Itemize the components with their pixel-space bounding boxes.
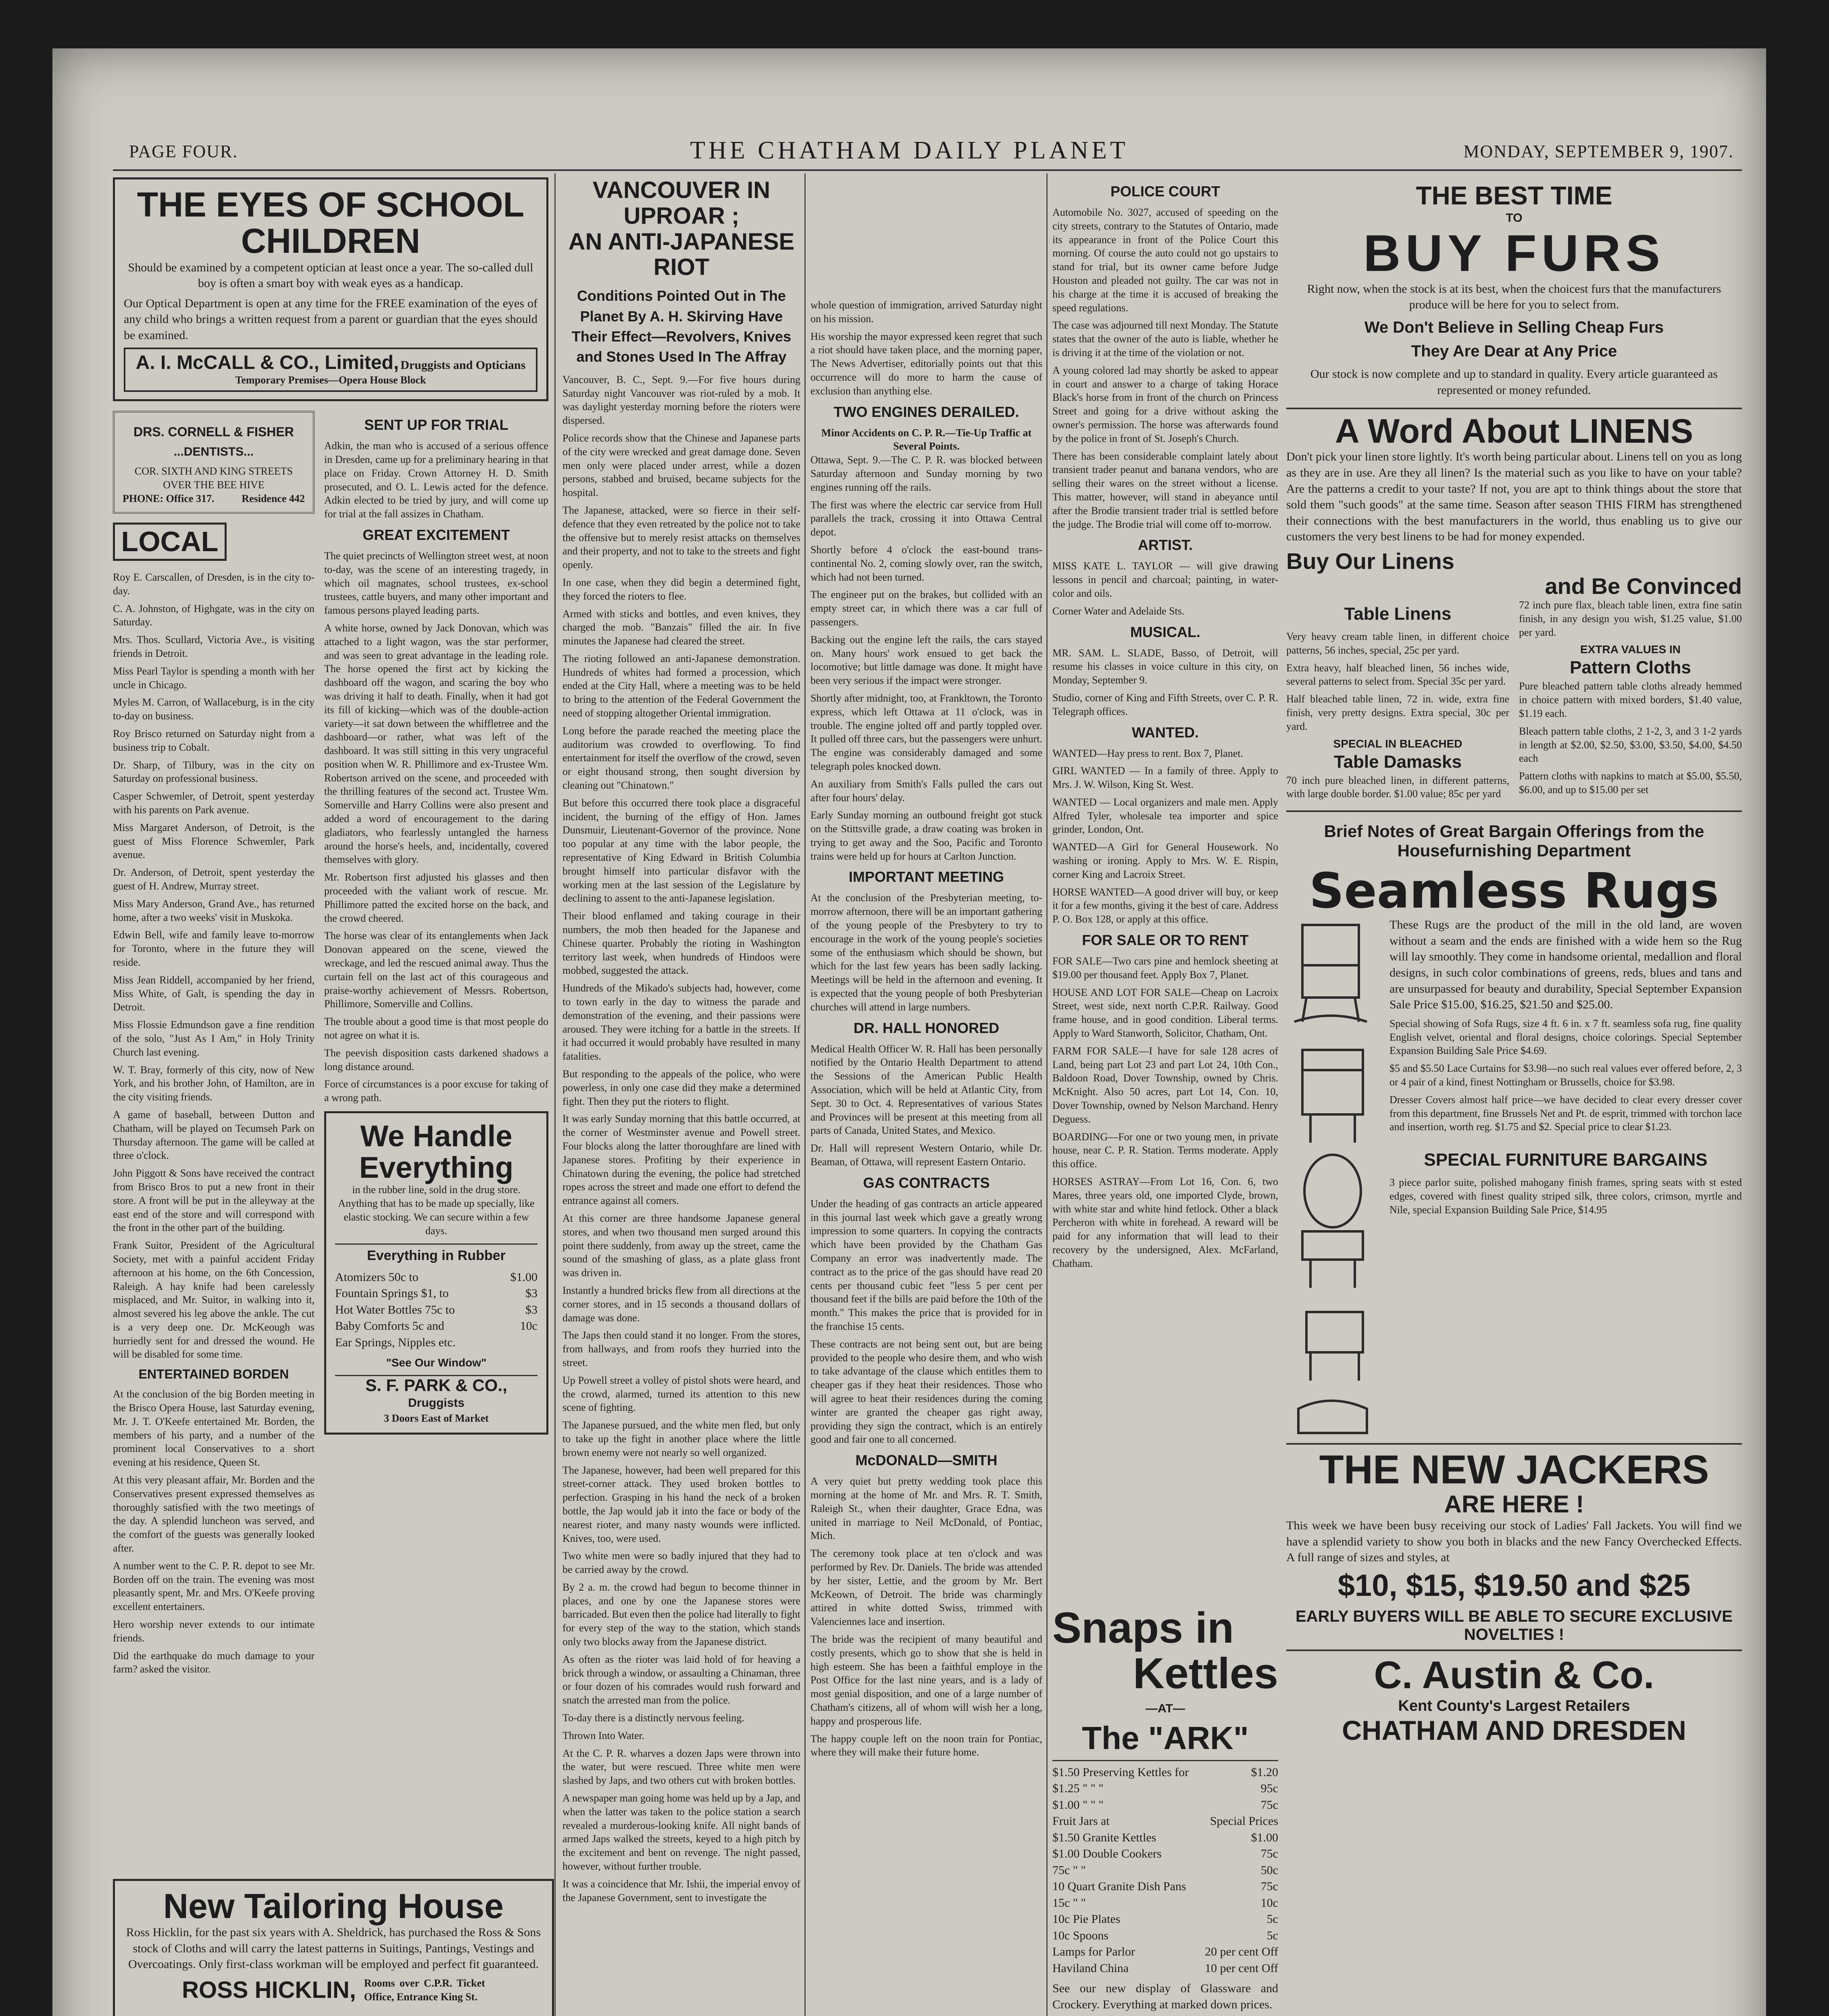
tailoring-body: Ross Hicklin, for the past six years with A. Sheldrick, has purchased the Ross & Sons stock of Cloths and will carry the latest patterns in Suitings, Pantings, Vestings and Overcoatings. Only first-class workman will be employed and perfect fit guaranteed. (126, 1926, 541, 1971)
local-item: Miss Pearl Taylor is spending a month with her uncle in Chicago. (113, 665, 315, 691)
rubber-price-row-item: Atomizers 50c to (335, 1270, 419, 1284)
police-article (1052, 206, 1278, 531)
vancouver-paragraph: Instantly a hundred bricks flew from all directions at the corner stores, and in 15 seconds a thousand dollars of damage was done. (562, 1284, 800, 1324)
gas-heading: GAS CONTRACTS (863, 1174, 990, 1191)
vancouver-paragraph: At this corner are three handsome Japanese general stores, and when two thousand men surged around this point there suddenly, from away up the street, came the sound of the smashing of glass, as a plate glass front was driven in. (562, 1212, 800, 1279)
page-number: PAGE FOUR. (129, 142, 238, 161)
dentists-residence: Residence 442 (242, 492, 305, 504)
eyes-ad (113, 177, 548, 401)
vancouver-deck: Conditions Pointed Out in The Planet By A. H. Skirving Have Their Effect—Revolvers, Knives and Stones Used In The Affray (571, 287, 792, 365)
kettles-title2: Kettles (1133, 1649, 1278, 1698)
kettle-price-row-item: $1.00 Double Cookers (1052, 1847, 1162, 1861)
hall-article (810, 1042, 1042, 1169)
wanted-ad: WANTED — Local organizers and male men. Apply Alfred Tyler, wholesale tea importer and spice grinder, London, Ont. (1052, 796, 1278, 835)
vancouver-continued (810, 298, 1042, 398)
engines-heading: TWO ENGINES DERAILED. (833, 403, 1019, 420)
meeting-text: At the conclusion of the Presbyterian meeting, to-morrow afternoon, there will be an important gathering of the young people of the Presbytery to try to encourage in the work of the young people's societies some of the enthusiasm which should be shown, but which for the last few years has been sadly lacking. Meetings will be held in the afternoon and evening. It is expected that the young people of both Presbyterian churches will attend in large numbers. (810, 892, 1042, 1013)
vancouver-paragraph: But responding to the appeals of the police, who were powerless, in only one case did they make a determined fight. Then they put the rioters to flight. (562, 1068, 800, 1107)
column-retail (1286, 181, 1742, 2016)
vancouver-paragraph: Hundreds of the Mikado's subjects had, however, come to town early in the day to witness the parade and demonstration of the evening, and their passions were aroused. They were itching for a battle in the streets. If it had occurred it would probably have resulted in many fatalities. (562, 982, 800, 1062)
kettle-price-row-item: 10 Quart Granite Dish Pans (1052, 1880, 1186, 1893)
sale-ad: HORSES ASTRAY—From Lot 16, Con. 6, two Mares, three years old, one imported Clyde, brown, with white star and white hind fetlock. Other a black Percheron with white in forehead. A reward will be paid for any information that will lead to their recovery by the undersigned, Alex. McFarland, Chatham. (1052, 1176, 1278, 1269)
kettle-price-row-price: 5c (1267, 1912, 1278, 1926)
wanted-ad: HORSE WANTED—A good driver will buy, or keep it for a few months, giving it the best of care. Address P. O. Box 128, or apply at this office. (1052, 886, 1278, 925)
wanted-ad: WANTED—A Girl for General Housework. No washing or ironing. Apply to Mrs. W. E. Rispin, corner King and Lacroix Street. (1052, 841, 1278, 880)
local-item: W. T. Bray, formerly of this city, now of New York, and his brother John, of Hamilton, are in the city visiting friends. (113, 1064, 315, 1103)
mccall-firm: A. I. McCALL & CO., Limited, (135, 352, 399, 373)
sale-ads (1052, 954, 1278, 1270)
handle-sub: Everything in Rubber (335, 1243, 537, 1264)
gas-article (810, 1197, 1042, 1446)
borden-paragraph: Did the earthquake do much damage to your farm? asked the visitor. (113, 1649, 315, 1675)
rugs-body: These Rugs are the product of the mill in the old land, are woven without a seam and the ends are finished with a wide hem so the Rug will lay smoothly. They come in handsome oriental, medallion and floral designs, in such color combinations of greens, reds, blues and tans and are unsurpassed for beauty and durability, Special September Expansion Sale Price $15.00, $16.25, $21.50 and $25.00. (1389, 918, 1742, 1012)
vancouver-paragraph: Thrown Into Water. (562, 1729, 645, 1741)
austin-tag: Kent County's Largest Retailers (1398, 1697, 1630, 1714)
handle-title2: Everything (359, 1150, 514, 1184)
police-paragraph: Automobile No. 3027, accused of speeding on the city streets, contrary to the Statutes of Ontario, made its appearance in front of the Police Court this morning. Of course the auto could not go upstairs to stand for trial, but its owner came before Judge Houston and pleaded not guilty. The car was not in his charge at the time it is accused of breaking the speed regulations. (1052, 206, 1278, 314)
excitement-paragraph: The peevish disposition casts darkened shadows a long distance around. (324, 1047, 548, 1073)
musical-location: Studio, corner of King and Fifth Streets, over C. P. R. Telegraph offices. (1052, 691, 1278, 717)
kettle-price-row (1052, 1944, 1278, 1960)
sale-heading: FOR SALE OR TO RENT (1082, 932, 1249, 949)
excitement-paragraph: The quiet precincts of Wellington street west, at noon to-day, was the scene of an interesting tragedy, in which oil magnates, school trustees, ex-school trustees, cattle buyers, and many other important and famous persons played leading parts. (324, 550, 548, 616)
rubber-price-row (335, 1269, 537, 1286)
engines-paragraph: Shortly before 4 o'clock the east-bound trans-continental No. 2, coming slowly over, ran the switch, which had not been turned. (810, 544, 1042, 583)
flax-text: 72 inch pure flax, bleach table linen, extra fine satin finish, in any design you wish, $1.25 value, $1.00 per yard. (1519, 599, 1742, 638)
linens-buy2: and Be Convinced (1545, 573, 1742, 599)
kettle-price-row-item: $1.50 Granite Kettles (1052, 1831, 1156, 1844)
local-item: C. A. Johnston, of Highgate, was in the city on Saturday. (113, 602, 315, 628)
vancouver-paragraph: It was a coincidence that Mr. Ishii, the imperial envoy of the Japanese Government, sent to investigate the (562, 1878, 800, 1904)
local-item: Myles M. Carron, of Wallaceburg, is in the city to-day on business. (113, 696, 315, 722)
napkins-text: Pattern cloths with napkins to match at $5.00, $5.50, $6.00, and up to $15.00 per set (1519, 770, 1742, 796)
linens-title: A Word About LINENS (1335, 412, 1694, 450)
vancouver-paragraph: But before this occurred there took place a disgraceful incident, the burning of the effigy of Hon. James Dunsmuir, Lieutenant-Governor of the province. None too popular at any time with the labor people, the representative of King Edward in British Columbia brought himself into particular disfavor with the working men at the last session of the Legislature by declining to assent to the anti-Japanese legislation. (562, 797, 800, 904)
kettle-price-row (1052, 1911, 1278, 1928)
table-linens-half: Half bleached table linen, 72 in. wide, extra fine finish, very pretty designs. Extra special, 30c per yard. (1286, 693, 1509, 732)
vancouver-paragraph: The Japs then could stand it no longer. From the stores, from hallways, and from roofs they hurried into the street. (562, 1329, 800, 1368)
vancouver-paragraph: A newspaper man going home was held up by a Jap, and when the latter was taken to the police station a search revealed a murderous-looking knife. All night bands of armed Japs walked the streets, keyed to a high pitch by the excitement and bent on revenge. The night passed, however, without further trouble. (562, 1792, 800, 1872)
chair-illustration-icon (1286, 917, 1383, 1441)
trial-heading: SENT UP FOR TRIAL (364, 417, 508, 433)
wanted-ad: WANTED—Hay press to rent. Box 7, Planet. (1052, 747, 1243, 759)
kettle-price-row (1052, 1879, 1278, 1895)
kettle-price-row-item: $1.00 " " " (1052, 1798, 1104, 1812)
kettle-price-row-price: Special Prices (1210, 1814, 1278, 1828)
rubber-price-row (335, 1318, 537, 1335)
rubber-price-row-price: $3 (525, 1287, 537, 1300)
jackets-early: EARLY BUYERS WILL BE ABLE TO SECURE EXCLUSIVE NOVELTIES ! (1296, 1607, 1733, 1643)
vancouver-headline1: VANCOUVER IN UPROAR ; (592, 177, 771, 229)
kettle-price-row (1052, 1862, 1278, 1879)
wedding-article (810, 1475, 1042, 1759)
vancouver-paragraph: The Japanese, attacked, were so fierce in their self-defence that they even retreated by the police not to take the offensive but to merely resist attacks on themselves and their property, and not to take to the streets and fight openly. (562, 504, 800, 571)
excitement-paragraph: The trouble about a good time is that most people do not agree on what it is. (324, 1016, 548, 1041)
mccall-role: Druggists and Opticians (400, 358, 526, 372)
hall-heading: DR. HALL HONORED (853, 1019, 1000, 1036)
wedding-paragraph: The ceremony took place at ten o'clock and was performed by Rev. Dr. Daniels. The bride was attended by her sister, Lettie, and the groom by Mr. Bert McKeown, of Detroit. The bride was charmingly attired in white dotted Swiss, trimmed with Valenciennes lace and insertion. (810, 1547, 1042, 1628)
rubber-price-row-price: $3 (525, 1303, 537, 1316)
header-rule (113, 169, 1742, 171)
dentists-role: ...DENTISTS... (173, 445, 254, 459)
kettle-price-row-item: 75c " " (1052, 1863, 1086, 1877)
engines-paragraph: Backing out the engine left the rails, the cars stayed on. Many hours' work ensued to get back the locomotive; but little damage was done. It might have been very serious if the impact were stronger. (810, 633, 1042, 687)
jackets-ad (1286, 1443, 1742, 1644)
vancouver-paragraph: To-day there is a distinctly nervous feeling. (562, 1712, 744, 1724)
rubber-price-row-item: Fountain Springs $1, to (335, 1287, 449, 1300)
table-linens-extra: Extra heavy, half bleached linen, 56 inches wide, several patterns to select from. Special 35c per yard. (1286, 662, 1509, 687)
vancouver-paragraph: The Japanese pursued, and the white men fled, but only to take up the fight in another place where the little brown enemy were not nearly so well organized. (562, 1419, 800, 1458)
wedding-paragraph: The happy couple left on the noon train for Pontiac, where they will make their future home. (810, 1733, 1042, 1758)
kettle-price-row-item: $1.25 " " " (1052, 1782, 1104, 1795)
sale-ad: FOR SALE—Two cars pine and hemlock sheeting at $19.00 per thousand feet. Apply Box 7, Planet. (1052, 955, 1278, 981)
excitement-paragraph: Force of circumstances is a poor excuse for taking of a wrong path. (324, 1078, 548, 1104)
borden-paragraph: A number went to the C. P. R. depot to see Mr. Borden off on the train. The evening was most pleasantly spent, Mr. and Mrs. O'Keefe proving excellent entertainers. (113, 1560, 315, 1613)
linens-buy1: Buy Our Linens (1286, 548, 1454, 574)
jackets-here: ARE HERE ! (1444, 1491, 1584, 1518)
dentists-address: COR. SIXTH AND KING STREETS OVER THE BEE HIVE (134, 465, 293, 491)
local-items (113, 571, 315, 1361)
local-item: Miss Flossie Edmundson gave a fine rendition of the solo, "Just As I Am," in Holy Trinity Church last evening. (113, 1019, 315, 1058)
kettle-price-row-price: $1.00 (1251, 1831, 1278, 1844)
kettles-at: —AT— (1146, 1702, 1185, 1715)
tailoring-ad (113, 1879, 554, 2016)
handle-body: in the rubber line, sold in the drug store. Anything that has to be made up specially, like elastic stocking. We can secure within a few days. (338, 1184, 535, 1237)
vancouver-paragraph: As often as the rioter was laid hold of for heaving a brick through a window, or assaulting a Chinaman, three or four dozen of his comrades would rush forward and snatch the arrested man from the police. (562, 1653, 800, 1706)
jackets-title: THE NEW JACKERS (1319, 1447, 1709, 1493)
eyes-ad-title: THE EYES OF SCHOOL CHILDREN (137, 185, 525, 261)
vancouver-paragraph: The rioting followed an anti-Japanese demonstration. Hundreds of whites had formed a procession, which ended at the City Hall, where a meeting was to be held to bring to the attention of the Federal Government the need of stopping altogether Oriental immigration. (562, 652, 800, 719)
rugs-brief: Brief Notes of Great Bargain Offerings from the Housefurnishing Department (1324, 822, 1704, 860)
local-item: Frank Suitor, President of the Agricultural Society, met with a painful accident Friday afternoon at his home, on the 6th Concession, Raleigh. A hay knife had been carelessly misplaced, and Mr. Suitor, in walking into it, almost severed his leg above the ankle. The cut is a very deep one. Dr. McKeough was hurriedly sent for and dressed the wound. He will be disabled for some time. (113, 1239, 315, 1360)
borden-paragraph: At this very pleasant affair, Mr. Borden and the Conservatives present expressed themselves as thoroughly satisfied with the two meetings of the day. A splendid luncheon was served, and the comfort of the guests was generally looked after. (113, 1474, 315, 1554)
rubber-price-row-item: Ear Springs, Nipples etc. (335, 1335, 456, 1349)
rubber-price-row (335, 1302, 537, 1318)
kettle-price-row (1052, 1830, 1278, 1846)
local-item: Miss Jean Riddell, accompanied by her friend, Miss White, of Galt, is spending the day in Detroit. (113, 974, 315, 1013)
linens-ad (1286, 409, 1742, 812)
rubber-price-row (335, 1335, 537, 1351)
kettles-title1: Snaps in (1052, 1605, 1234, 1652)
local-item: Miss Mary Anderson, Grand Ave., has returned home, after a two weeks' visit in Muskoka. (113, 898, 315, 923)
wanted-heading: WANTED. (1132, 724, 1199, 741)
furniture-title: SPECIAL FURNITURE BARGAINS (1424, 1150, 1708, 1170)
musical-text: MR. SAM. L. SLADE, Basso, of Detroit, will resume his classes in voice culture in this city, on Monday, September 9. (1052, 647, 1278, 686)
kettle-price-row-item: 15c " " (1052, 1896, 1086, 1910)
col1b (324, 411, 548, 1680)
kettle-price-row (1052, 1846, 1278, 1862)
borden-paragraph: At the conclusion of the big Borden meeting in the Brisco Opera House, last Saturday evening, Mr. J. T. O'Keefe entertained Mr. Borden, the members of his party, and a number of the prominent local Conservatives to a short evening at his residence, Queen St. (113, 1388, 315, 1468)
engines-paragraph: Early Sunday morning an outbound freight got stuck on the Stittsville grade, a draw coating was broken in trying to get away and the Soo, Pacific and Toronto trains were held up for hours at Carlton Junction. (810, 809, 1042, 862)
vancouver-paragraph: The Japanese, however, had been well prepared for this street-corner attack. They used broken bottles to perfection. Grasping in his hand the neck of a broken bottle, the Jap would jab it into the face or body of the nearest rioter, and many nasty wounds were inflicted. Knives, too, were used. (562, 1464, 800, 1544)
sale-ad: HOUSE AND LOT FOR SALE—Cheap on Lacroix Street, west side, next north C.P.R. Railway. Good frame house, and in good condition. Liberal terms. Apply to Ward Stanworth, Solicitor, Chatham, Ont. (1052, 986, 1278, 1039)
engines-deck: Minor Accidents on C. P. R.—Tie-Up Traffic at Several Points. (821, 427, 1032, 452)
vancouver-paragraph: whole question of immigration, arrived Saturday night on his mission. (810, 299, 1042, 325)
artist-heading: ARTIST. (1137, 537, 1193, 554)
borden-paragraph: Hero worship never extends to our intimate friends. (113, 1618, 315, 1644)
column-rule (1046, 173, 1048, 2016)
kettle-price-row-item: Lamps for Parlor (1052, 1945, 1135, 1959)
damasks-text: 70 inch pure bleached linen, in different patterns, with large double border. $1.00 value; 85c per yard (1286, 774, 1509, 800)
rubber-price-row-price: $1.00 (510, 1270, 537, 1284)
artist-text: MISS KATE L. TAYLOR — will give drawing lessons in pencil and charcoal; painting, in water-color and oils. (1052, 560, 1278, 599)
hicklin-name: ROSS HICKLIN, (182, 1976, 356, 2003)
local-item: Dr. Anderson, of Detroit, spent yesterday the guest of H. Andrew, Murray street. (113, 866, 315, 892)
artist-location: Corner Water and Adelaide Sts. (1052, 605, 1185, 617)
handle-price-list (335, 1269, 537, 1351)
furs-ad (1286, 181, 1742, 409)
kettle-price-row-price: 75c (1260, 1847, 1278, 1861)
rubber-price-row-item: Baby Comforts 5c and (335, 1319, 444, 1333)
dentists-name: DRS. CORNELL & FISHER (133, 425, 294, 439)
wedding-heading: McDONALD—SMITH (855, 1452, 998, 1469)
rugs-title: Seamless Rugs (1309, 863, 1719, 920)
kettle-price-row-price: 50c (1260, 1863, 1278, 1877)
hall-paragraph: Medical Health Officer W. R. Hall has been personally notified by the Ontario Health Department to attend the Sessions of the American Public Health Association, which will be held at Atlantic City, from Sept. 30 to Oct. 4. Representatives of various States and Provinces will be present at this meeting from all parts of Canada, United States, and Mexico. (810, 1043, 1042, 1137)
trial-text: Adkin, the man who is accused of a serious offence in Dresden, came up for a preliminary hearing in that place on Friday. Crown Attorney H. D. Smith prosecuted, and O. L. Lewis acted for the defence. Adkin elected to be tried by jury, and will come up for trial at the fall assizes in Chatham. (324, 440, 548, 520)
pattern-title: Pattern Cloths (1570, 658, 1691, 678)
vancouver-paragraph: It was early Sunday morning that this battle occurred, at the corner of Westminster avenue and Powell street. Four blocks along the latter thoroughfare are lined with Japanese stores. Profiting by their experience in Chinatown during the evening, the police had stretched ropes across the street and made one effort to defend the entrance against all comers. (562, 1113, 800, 1207)
vancouver-paragraph: Two white men were so badly injured that they had to be carried away by the crowd. (562, 1550, 800, 1576)
linens-body: Don't pick your linen store lightly. It's worth being particular about. Linens tell on you as long as they are in use. Are they all linen? Is the material such as you like to have on your table? Are the patterns a credit to your taste? If not, you are apt to think things about the store that sold them "such goods" at the same time. Season after season THIS FIRM has strengthened their connections with the best manufacturers in the world, thus enabling us to give our customers the very best linens to be had for money expended. (1286, 450, 1742, 544)
excitement-article (324, 549, 548, 1105)
furniture-body: 3 piece parlor suite, polished mahogany finish frames, spring seats with st ested edges, covered with finest quality striped silk, three colors, crimson, myrtle and Nile, special Expansion Building Sale Price, $14.95 (1389, 1177, 1742, 1216)
hicklin-location: Rooms over C.P.R. Ticket Office, Entrance King St. (364, 1977, 485, 2003)
kettles-ark: The "ARK" (1082, 1720, 1249, 1756)
newspaper-page (52, 48, 1766, 2016)
engines-paragraph: The first was where the electric car service from Hull parallels the track, crossing it into Ottawa Central depot. (810, 499, 1042, 538)
kettle-price-row-item: 10c Spoons (1052, 1929, 1109, 1942)
kettle-price-row-price: $1.20 (1251, 1765, 1278, 1779)
kettle-price-row-price: 95c (1260, 1782, 1278, 1795)
rubber-price-row-item: Hot Water Bottles 75c to (335, 1303, 455, 1316)
wanted-ad: GIRL WANTED — In a family of three. Apply to Mrs. J. W. Wilson, King St. West. (1052, 765, 1278, 791)
kettle-price-row-price: 20 per cent Off (1205, 1945, 1278, 1959)
tailoring-title: New Tailoring House (163, 1887, 504, 1926)
gas-paragraph: Under the heading of gas contracts an article appeared in this journal last week which gave a greatly wrong impression to some quarters. In copying the contracts which have been provided by the Chatham Gas Company an error was inadvertently made. The contract as to the price of the gas should have read 20 cents per thousand cubic feet "less 5 per cent per thousand feet if the bills are paid before the 10th of the month." This makes the price that is provided for in the franchise 15 cents. (810, 1198, 1042, 1332)
furniture-illustrations (1286, 917, 1383, 1443)
park-role: Druggists (408, 1396, 465, 1410)
local-item: Roy Brisco returned on Saturday night from a business trip to Cobalt. (113, 728, 315, 753)
handle-title1: We Handle (360, 1119, 512, 1153)
mccall-premises: Temporary Premises—Opera House Block (235, 374, 426, 386)
local-item: John Piggott & Sons have received the contract from Brisco Bros to put a new front in their store. A front will be put in the alleyway at the east end of the store and will correspond with the front in the other part of the building. (113, 1167, 315, 1234)
sale-ad: BOARDING—For one or two young men, in private house, near C. P. R. Station. Terms moderate. Apply this office. (1052, 1131, 1278, 1170)
wedding-paragraph: A very quiet but pretty wedding took place this morning at the home of Mr. and Mrs. R. T. Smith, Raleigh St., when their daughter, Grace Edna, was united in marriage to Neil McDonald, of Pontiac, Mich. (810, 1475, 1042, 1542)
local-item: A game of baseball, between Dutton and Chatham, will be played on Tecumseh Park on Thursday afternoon. The game will be called at three o'clock. (113, 1108, 315, 1162)
park-firm: S. F. PARK & CO., (335, 1375, 537, 1395)
local-heading-box (113, 523, 227, 561)
engines-paragraph: An auxiliary from Smith's Falls pulled the cars out after four hours' delay. (810, 778, 1042, 804)
column-left (113, 177, 548, 2016)
local-item: Roy E. Carscallen, of Dresden, is in the city to-day. (113, 571, 315, 597)
engines-article (810, 453, 1042, 863)
jackets-prices: $10, $15, $19.50 and $25 (1337, 1568, 1691, 1603)
vancouver-paragraph: Vancouver, B. C., Sept. 9.—For five hours during Saturday night Vancouver was riot-ruled by a mob. It was daylight yesterday morning before the rioters were dispersed. (562, 373, 800, 427)
local-item: Mrs. Thos. Scullard, Victoria Ave., is visiting friends in Detroit. (113, 634, 315, 660)
kettle-price-row (1052, 1764, 1278, 1781)
vancouver-article (562, 373, 800, 1905)
furs-body: Right now, when the stock is at its best, when the choicest furs that the manufacturers produce will be here for you to select from. (1307, 282, 1721, 312)
vancouver-paragraph: His worship the mayor expressed keen regret that such a riot should have taken place, and the morning paper, The News Advertiser, editorially points out that this occurrence will do more to harm the cause of exclusion than anything else. (810, 330, 1042, 397)
dentists-ad (113, 411, 315, 513)
eyes-ad-body2: Our Optical Department is open at any time for the FREE examination of the eyes of any child who brings a written request from a parent or guardian that the eyes should be examined. (124, 296, 537, 342)
sofa-rugs: Special showing of Sofa Rugs, size 4 ft. 6 in. x 7 ft. seamless sofa rug, fine quality English velvet, oriental and floral designs, choice colorings. Special September Expansion Building Sale Price $4.69. (1389, 1017, 1742, 1057)
vancouver-paragraph: Armed with sticks and bottles, and even knives, they charged the mob. "Banzais" filled the air. In five minutes the Japanese had cleared the street. (562, 608, 800, 647)
rugs-ad (1286, 812, 1742, 1745)
wanted-ads (1052, 747, 1278, 927)
austin-name: C. Austin & Co. (1374, 1653, 1654, 1697)
vancouver-headline2: AN ANTI-JAPANESE RIOT (568, 228, 795, 281)
kettle-price-row-price: 5c (1267, 1929, 1278, 1942)
table-linens-text: Very heavy cream table linen, in different choice patterns, 56 inches, special, 25c per yard. (1286, 631, 1509, 656)
kettle-price-row-item: Fruit Jars at (1052, 1814, 1110, 1828)
local-heading: LOCAL (121, 525, 219, 557)
kettles-note: See our new display of Glassware and Crockery. Everything at marked down prices. (1052, 1982, 1278, 2011)
excitement-paragraph: The horse was clear of its entanglements when Jack Donovan appeared on the scene, viewed the wreckage, and led the rescued animal away. Thus the curtain fell on the last act of this courageous and praise-worthy achievement of Messrs. Robertson, Phillimore, Somerville and Collins. (324, 930, 548, 1010)
sale-ad: FARM FOR SALE—I have for sale 128 acres of Land, being part Lot 23 and part Lot 24, 10th Con., Baldoon Road, Dover Township, owned by Chris. McKnight. Also 50 acres, part Lot 14, Con. 10, Dover Township, owned by Nelson Marchand. Henry Deguess. (1052, 1045, 1278, 1125)
kettles-ad (1052, 1605, 1278, 2016)
kettle-price-row-price: 10 per cent Off (1205, 1961, 1278, 1975)
police-heading: POLICE COURT (1110, 183, 1220, 200)
extra-values: EXTRA VALUES IN (1580, 643, 1681, 656)
borden-article (113, 1387, 315, 1676)
vancouver-paragraph: By 2 a. m. the crowd had begun to become thinner in places, and one by one the Japanese stores were barricaded. But even then the police had literally to fight for every step of the way to the station, which stands only two blocks away from the Japanese district. (562, 1581, 800, 1648)
kettle-price-row (1052, 1781, 1278, 1797)
column-vancouver (562, 177, 800, 2016)
kettle-price-row (1052, 1813, 1278, 1830)
vancouver-paragraph: Police records show that the Chinese and Japanese parts of the city were wrecked and great damage done. Seven men only were placed under arrest, while a dozen persons, stabbed and bruised, became subjects for the hospital. (562, 432, 800, 499)
column-news (810, 298, 1042, 2016)
police-paragraph: There has been considerable complaint lately about transient trader peanut and banana vendors, who are selling their wares on the street without a license. This matter, however, will stand in abeyance until after the Brodie transient trader trial is settled before the judge. The Brodie trial will come off to-morrow. (1052, 450, 1278, 530)
furs-to: TO (1506, 211, 1523, 225)
kettle-price-row (1052, 1960, 1278, 1977)
wedding-paragraph: The bride was the recipient of many beautiful and costly presents, which go to show that she is held in high esteem. She has been a faithful employe in the Post Office for the last nine years, and is a lady of most genial disposition, and one of a large number of Chatham's citizens, all of whom will wish her a long, happy and prosperous life. (810, 1633, 1042, 1727)
musical-heading: MUSICAL. (1130, 623, 1200, 640)
meeting-heading: IMPORTANT MEETING (848, 868, 1004, 885)
jackets-body: This week we have been busy receiving our stock of Ladies' Fall Jackets. You will find we have a splendid variety to show you both in blacks and the new Fancy Overchecked Effects. A full range of sizes and styles, at (1286, 1519, 1742, 1564)
kettle-price-row (1052, 1928, 1278, 1944)
police-paragraph: The case was adjourned till next Monday. The Statute states that the owner of the auto is liable, whether he is driving it at the time of the violation or not. (1052, 319, 1278, 358)
table-linens-title: Table Linens (1344, 604, 1452, 624)
vancouver-paragraph: Their blood enflamed and taking courage in their numbers, the mob then headed for the Japanese and Chinese quarter. Probably the rioting in Washington territory last week, when hundreds of Hindoos were mobbed, suggested the attack. (562, 910, 800, 977)
eyes-ad-body: Should be examined by a competent optician at least once a year. The so-called dull boy is often a smart boy with weak eyes as a handicap. (128, 260, 533, 290)
excitement-heading: GREAT EXCITEMENT (362, 526, 510, 543)
kettle-price-row-item: Haviland China (1052, 1961, 1129, 1975)
vancouver-paragraph: In one case, when they did begin a determined fight, they forced the rioters to flee. (562, 576, 800, 602)
furs-dear: They Are Dear at Any Price (1411, 342, 1617, 360)
kettle-price-row-item: $1.50 Preserving Kettles for (1052, 1765, 1189, 1779)
kettle-price-row (1052, 1895, 1278, 1912)
excitement-paragraph: Mr. Robertson first adjusted his glasses and then proceeded with the valiant work of rescue. Mr. Phillimore patted the excited horse on the back, and the crowd cheered. (324, 871, 548, 924)
engines-paragraph: Ottawa, Sept. 9.—The C. P. R. was blocked between Saturday afternoon and Sunday morning by two engines running off the rails. (810, 454, 1042, 493)
park-location: 3 Doors East of Market (384, 1412, 489, 1425)
kettle-price-row-price: 10c (1260, 1896, 1278, 1910)
rubber-price-row (335, 1285, 537, 1302)
pattern-text2: Bleach pattern table cloths, 2 1-2, 3, and 3 1-2 yards in length at $2.00, $2.50, $3.00, $3.50, $4.00, $4.50 each (1519, 725, 1742, 764)
engines-paragraph: Shortly after midnight, too, at Frankltown, the Toronto express, which left Ottawa at 11 o'clock, was in trouble. The engine jolted off and partly toppled over. It pulled off three cars, but the passengers were unhurt. The engine was considerably damaged and some telegraph poles knocked down. (810, 692, 1042, 772)
vancouver-paragraph: At the C. P. R. wharves a dozen Japs were thrown into the water, but were rescued. Three white men were slashed by Japs, and two others cut with broken bottles. (562, 1747, 800, 1787)
handle-window: "See Our Window" (386, 1356, 487, 1369)
dresser-covers: Dresser Covers almost half price—we have decided to clear every dresser cover from this department, fine Brussels Net and Pt. de esprit, trimmed with torchon lace and insertion, worth reg. $1.75 and $2. Special price to clear $1.23. (1389, 1093, 1742, 1133)
police-paragraph: A young colored lad may shortly be asked to appear in court and answer to a charge of taking Horace Black's horse from in front of the church on Princess Street and going for a drive without asking the owner's permission. The horse was afterwards found by the police in front of St. Joseph's Church. (1052, 364, 1278, 444)
rubber-price-row-price: 10c (520, 1319, 537, 1333)
damasks-title: Table Damasks (1333, 752, 1462, 772)
kettle-price-row-item: 10c Pie Plates (1052, 1912, 1121, 1926)
borden-heading: ENTERTAINED BORDEN (138, 1367, 289, 1382)
austin-ad (1286, 1649, 1742, 1745)
kettle-price-row-price: 75c (1260, 1880, 1278, 1893)
date-line: MONDAY, SEPTEMBER 9, 1907. (1463, 142, 1734, 161)
kettles-price-list (1052, 1760, 1278, 1977)
furs-title: BUY FURS (1363, 225, 1665, 283)
furs-line1: THE BEST TIME (1416, 181, 1612, 210)
lace-curtains: $5 and $5.50 Lace Curtains for $3.98—no such real values ever offered before, 2, 3 or 4 pair of a kind, finest Nottingham or Brussells, choice for $3.98. (1389, 1062, 1742, 1088)
column-rule (554, 173, 556, 2016)
local-item: Edwin Bell, wife and family leave to-morrow for Toronto, where in the future they will reside. (113, 929, 315, 968)
local-item: Miss Margaret Anderson, of Detroit, is the guest of Miss Florence Schwemler, Park avenue. (113, 821, 315, 861)
column-rule (804, 173, 806, 2016)
vancouver-paragraph: Up Powell street a volley of pistol shots were heard, and the crowd, alarmed, turned its attention to this new scene of fighting. (562, 1374, 800, 1414)
local-item: Dr. Sharp, of Tilbury, was in the city on Saturday on professional business. (113, 759, 315, 785)
furs-belief: We Don't Believe in Selling Cheap Furs (1364, 318, 1664, 336)
hall-paragraph: Dr. Hall will represent Western Ontario, while Dr. Beaman, of Ottawa, will represent Eastern Ontario. (810, 1142, 1042, 1168)
kettle-price-row (1052, 1797, 1278, 1814)
kettle-price-row-price: 75c (1260, 1798, 1278, 1812)
engines-paragraph: The engineer put on the brakes, but collided with an empty street car, in which there was a car full of passengers. (810, 589, 1042, 628)
gas-paragraph: These contracts are not being sent out, but are being provided to the people who desire them, and who wish to take advantage of the clause which entitles them to cheaper gas if they heat their residences. Those who will agree to heat their residences during the coming winter are granted the cheaper gas right away, providing they sign the contract, which is an entirely good and fair one to all concerned. (810, 1338, 1042, 1445)
dentists-phone: PHONE: Office 317. (123, 492, 215, 504)
excitement-paragraph: A white horse, owned by Jack Donovan, which was attached to a light wagon, was the star performer, and was seen to great advantage in the leading role. The horse opened the first act by kicking the dashboard off the wagon, and scaring the boy who was driving it half to death. Finally, when it had got its fill of kicking—which was of the double-action variety—it sat down between the whiffletree and the dashboard—or rather, what was left of the dashboard. It was still sitting in this very ungraceful position when W. R. Phillimore and ex-Trustee Wm. Robertson arrived on the scene, and proceeded with the thrilling features of the second act. Trustee Wm. Somerville and Harry Collins were also present and added a word of encouragement to the daring gladiators, who fearlessly untangled the harness around the horse's heels, and, incidentally, covered themselves with glory. (324, 622, 548, 866)
austin-location: CHATHAM AND DRESDEN (1342, 1715, 1686, 1746)
local-item: Casper Schwemler, of Detroit, spent yesterday with his parents on Park avenue. (113, 790, 315, 816)
furs-body2: Our stock is now complete and up to standard in quality. Every article guaranteed as represented or money refunded. (1310, 367, 1718, 397)
handle-ad (324, 1111, 548, 1435)
col1a (113, 411, 315, 1680)
vancouver-paragraph: Long before the parade reached the meeting place the auditorium was crowded to overflowing. To find entertainment for itself the overflow of the crowd, seven or eight thousand strong, then sought diversion by cleaning out "Chinatown." (562, 725, 800, 791)
masthead: THE CHATHAM DAILY PLANET (690, 137, 1129, 164)
pattern-text: Pure bleached pattern table cloths already hemmed in choice pattern with mixed borders, $1.40 value, $1.19 each. (1519, 680, 1742, 720)
special-bleached: SPECIAL IN BLEACHED (1333, 737, 1462, 750)
